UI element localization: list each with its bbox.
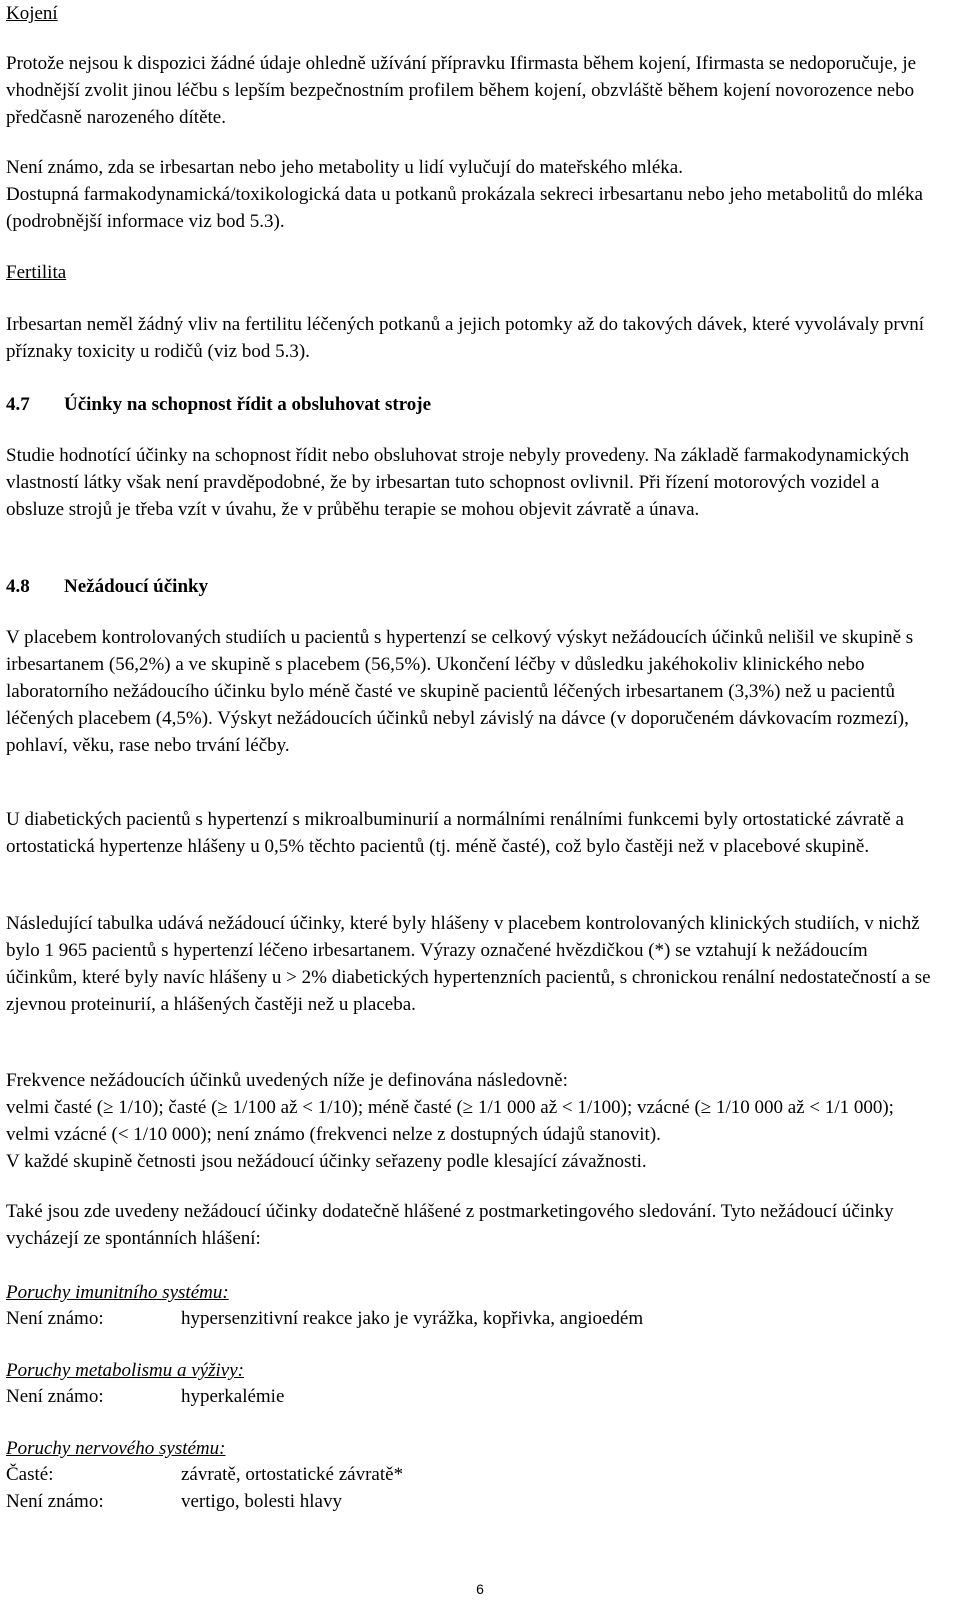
postmarketing-paragraph: Také jsou zde uvedeny nežádoucí účinky dodatečně hlášené z postmarketingového sledování. Tyto nežádoucí účinky vycházejí ze spontánních hlášení: — [6, 1201, 894, 1249]
adverse-effect-row — [6, 1488, 941, 1515]
section-4-7-heading — [6, 391, 431, 418]
section-number: 4.8 — [6, 576, 30, 597]
adverse-effect-row — [6, 1305, 941, 1332]
fertilita-paragraph: Irbesartan neměl žádný vliv na fertilitu léčených potkanů a jejich potomky až do takových dávek, které vyvolávaly první příznaky toxicity u rodičů (viz bod 5.3). — [6, 314, 925, 362]
adverse-effect-row — [6, 1461, 941, 1488]
adverse-effect-row — [6, 1383, 941, 1410]
category-title-nervous: Poruchy nervového systému: — [6, 1438, 226, 1459]
effect-text: hyperkalémie — [181, 1386, 285, 1407]
section-number: 4.7 — [6, 394, 30, 415]
section-title: Účinky na schopnost řídit a obsluhovat stroje — [64, 394, 432, 415]
effect-text: závratě, ortostatické závratě* — [181, 1464, 404, 1485]
frequency-definition: velmi časté (≥ 1/10); časté (≥ 1/100 až < 1/10); méně časté (≥ 1/1 000 až < 1/100); vzácné (≥ 1/10 000 až < 1/1 000); velmi vzácné (< 1/10 000); není známo (frekvenci nelze z dostupných údajů stanovit). — [6, 1097, 894, 1145]
section-4-8-heading — [6, 573, 208, 600]
effect-text: hypersenzitivní reakce jako je vyrážka, kopřivka, angioedém — [181, 1308, 644, 1329]
section-4-8-paragraph-3: Následující tabulka udává nežádoucí účinky, které byly hlášeny v placebem kontrolovaných klinických studiích, v nichž bylo 1 965 pacientů s hypertenzí léčeno irbesartanem. Výrazy označené hvězdičkou (*) se vztahují k nežádoucím účinkům, které byly navíc hlášeny u > 2% diabetických hypertenzních pacientů, s chronickou renální nedostatečností a se zjevnou proteinurií, a hlášených častěji než u placeba. — [6, 913, 931, 1015]
frequency-label: Časté: — [6, 1464, 54, 1485]
frequency-label: Není známo: — [6, 1308, 104, 1329]
frequency-label: Není známo: — [6, 1386, 104, 1407]
section-4-8-paragraph-1: V placebem kontrolovaných studiích u pacientů s hypertenzí se celkový výskyt nežádoucích účinků nelišil ve skupině s irbesartanem (56,2%) a ve skupině s placebem (56,5%). Ukončení léčby v důsledku jakéhokoliv klinického nebo laboratorního nežádoucího účinku bylo méně časté ve skupině pacientů léčených irbesartanem (3,3%) než u pacientů léčených placebem (4,5%). Výskyt nežádoucích účinků nebyl závislý na dávce (v doporučeném dávkovacím rozmezí), pohlaví, věku, rase nebo trvání léčby. — [6, 627, 914, 756]
kojeni-paragraph-2-line-1: Není známo, zda se irbesartan nebo jeho metabolity u lidí vylučují do mateřského mléka. — [6, 157, 683, 178]
frequency-ordering-note: V každé skupině četnosti jsou nežádoucí účinky seřazeny podle klesající závažnosti. — [6, 1151, 647, 1172]
frequency-label: Není známo: — [6, 1491, 104, 1512]
kojeni-paragraph-2-line-2: Dostupná farmakodynamická/toxikologická data u potkanů prokázala sekreci irbesartanu nebo jeho metabolitů do mléka (podrobnější informace viz bod 5.3). — [6, 184, 923, 232]
section-4-7-paragraph: Studie hodnotící účinky na schopnost řídit nebo obsluhovat stroje nebyly provedeny. Na základě farmakodynamických vlastností látky však není pravděpodobné, že by irbesartan tuto schopnost ovlivnil. Při řízení motorových vozidel a obsluze strojů je třeba vzít v úvahu, že v průběhu terapie se mohou objevit závratě a únava. — [6, 445, 910, 520]
section-title: Nežádoucí účinky — [64, 576, 209, 597]
category-title-immune: Poruchy imunitního systému: — [6, 1282, 229, 1303]
page-number: 6 — [476, 1581, 484, 1597]
fertilita-heading: Fertilita — [6, 262, 67, 283]
kojeni-paragraph-1: Protože nejsou k dispozici žádné údaje ohledně užívání přípravku Ifirmasta během kojení, Ifirmasta se nedoporučuje, je vhodnější zvolit jinou léčbu s lepším bezpečnostním profilem během kojení, obzvláště během kojení novorozence nebo předčasně narozeného dítěte. — [6, 53, 917, 128]
category-title-metabolism: Poruchy metabolismu a výživy: — [6, 1360, 244, 1381]
section-4-8-paragraph-2: U diabetických pacientů s hypertenzí s mikroalbuminurií a normálními renálními funkcemi byly ortostatické závratě a ortostatická hypertenze hlášeny u 0,5% těchto pacientů (tj. méně časté), což bylo častěji než v placebové skupině. — [6, 809, 904, 857]
effect-text: vertigo, bolesti hlavy — [181, 1491, 342, 1512]
frequency-definition-intro: Frekvence nežádoucích účinků uvedených níže je definována následovně: — [6, 1070, 568, 1091]
kojeni-heading: Kojení — [6, 3, 58, 24]
